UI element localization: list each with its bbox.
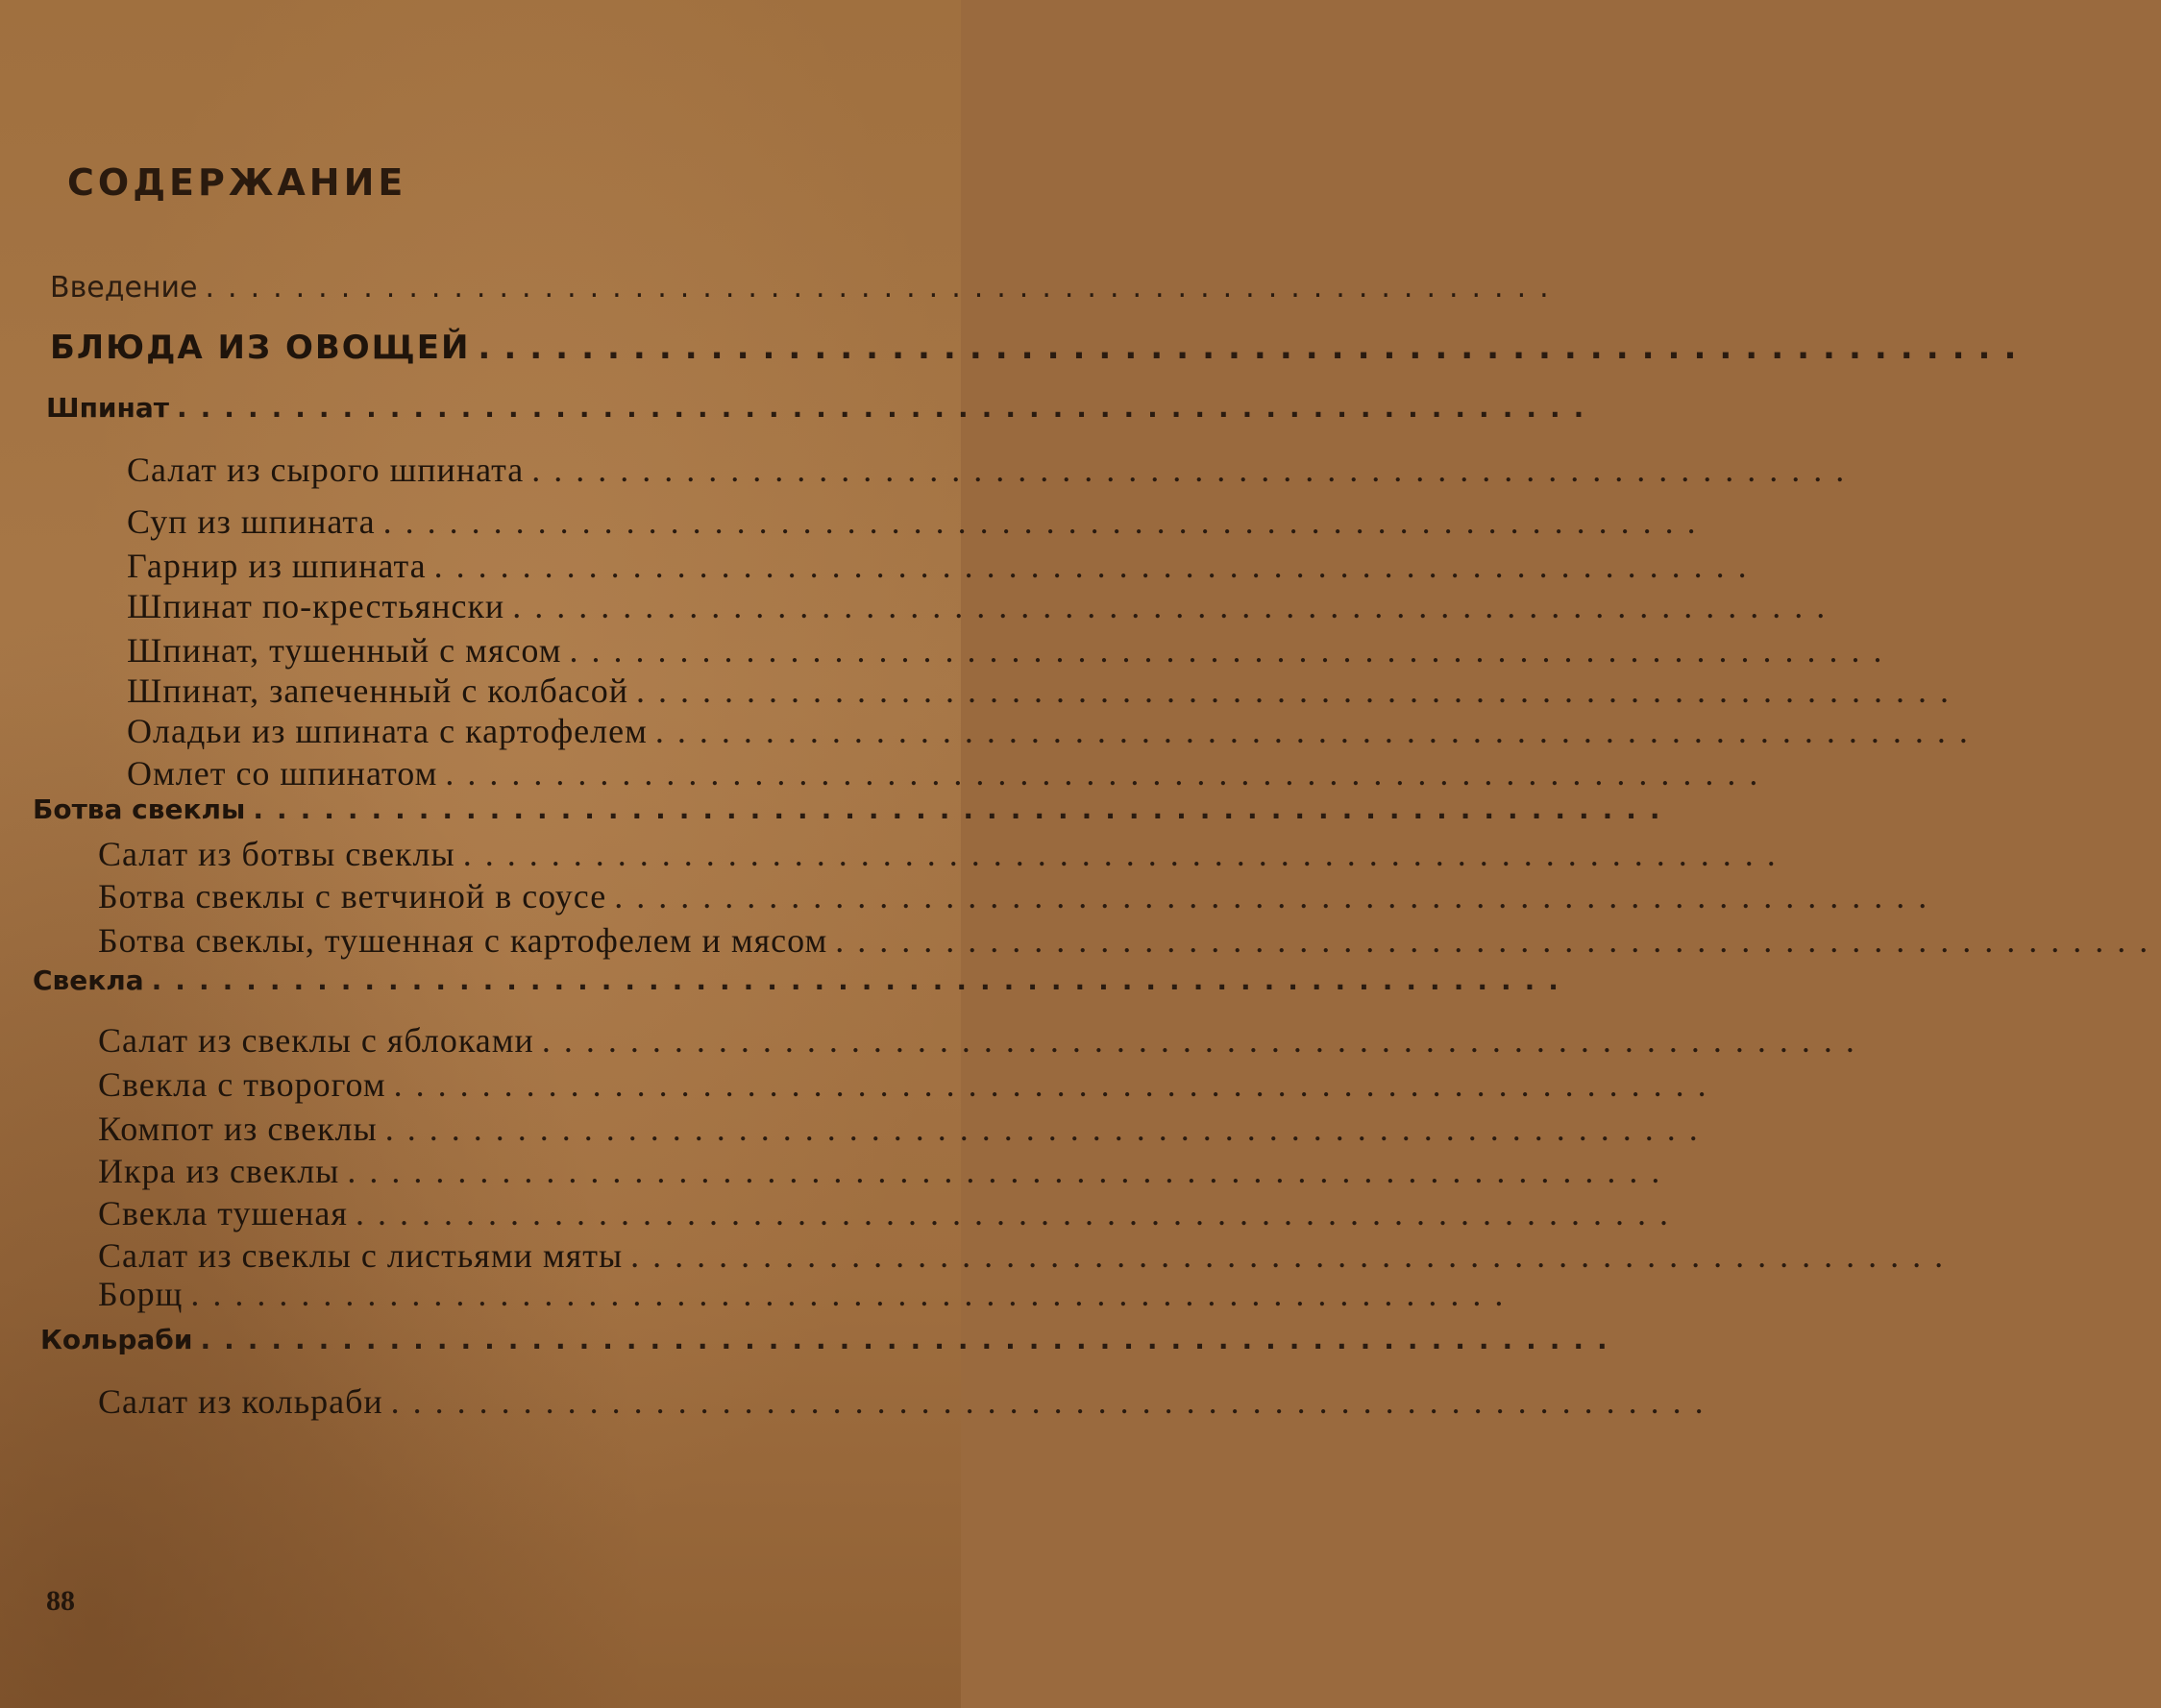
toc-entry-label: Салат из сырого шпината xyxy=(127,451,525,489)
page-number: 88 xyxy=(46,1585,75,1617)
toc-entry xyxy=(50,271,1562,321)
dot-leader: ............................................................ xyxy=(151,964,1572,996)
dot-leader: ............................................................ xyxy=(445,754,1772,793)
toc-entry-label: Икра из свеклы xyxy=(98,1152,340,1190)
toc-entry-label: Гарнир из шпината xyxy=(127,547,427,585)
toc-entry-label: Свекла тушеная xyxy=(98,1194,348,1232)
toc-entry-label: Салат из свеклы с листьями мяты xyxy=(98,1236,624,1275)
dot-leader: ............................................................ xyxy=(205,271,1562,305)
toc-entry xyxy=(98,1064,1720,1114)
toc-entry-label: Свекла с творогом xyxy=(98,1065,386,1104)
dot-leader: ............................................................ xyxy=(190,1275,1517,1313)
dot-leader: ............................................................ xyxy=(512,587,1839,625)
toc-entry xyxy=(127,501,1709,551)
toc-entry xyxy=(98,1274,1517,1324)
toc-entry-label: Салат из кольраби xyxy=(98,1382,383,1421)
toc-entry-label: Компот из свеклы xyxy=(98,1110,378,1148)
dot-leader: ............................................................ xyxy=(478,329,2030,367)
dot-leader: ............................................................ xyxy=(654,712,1981,750)
toc-entry-label: Суп из шпината xyxy=(127,502,376,541)
toc-entry xyxy=(98,920,2161,970)
dot-leader: ............................................................ xyxy=(614,877,1941,915)
toc-entry xyxy=(40,1324,1621,1374)
page-title: СОДЕРЖАНИЕ xyxy=(67,161,407,204)
toc-entry-label: Ботва свеклы, тушенная с картофелем и мясом xyxy=(98,921,828,960)
toc-entry xyxy=(98,1020,1868,1070)
toc-entry-label: Шпинат по-крестьянски xyxy=(127,587,505,625)
toc-entry-label: Оладьи из шпината с картофелем xyxy=(127,712,648,750)
toc-entry-label: Шпинат, запеченный с колбасой xyxy=(127,671,628,710)
dot-leader: ............................................................ xyxy=(200,1324,1621,1355)
dot-leader: ............................................................ xyxy=(253,793,1674,825)
toc-entry-label: Кольраби xyxy=(40,1324,193,1355)
dot-leader: ............................................................ xyxy=(347,1152,1674,1190)
toc-entry xyxy=(127,586,1839,636)
dot-leader: ............................................................ xyxy=(355,1194,1682,1232)
dot-leader: ............................................................ xyxy=(390,1382,1717,1421)
toc-entry xyxy=(50,329,2030,378)
toc-entry xyxy=(127,450,1858,500)
dot-leader: ............................................................ xyxy=(433,547,1760,585)
toc-entry-label: Введение xyxy=(50,271,198,305)
toc-entry-label: Шпинат xyxy=(46,392,170,424)
toc-entry xyxy=(98,1381,1717,1431)
dot-leader: ............................................................ xyxy=(630,1236,1957,1275)
dot-leader: ............................................................ xyxy=(384,1110,1711,1148)
dot-leader: ............................................................ xyxy=(462,835,1789,873)
dot-leader: ............................................................ xyxy=(636,671,1962,710)
toc-entry xyxy=(46,392,1598,442)
dot-leader: ............................................................ xyxy=(569,631,1896,670)
toc-entry-label: Борщ xyxy=(98,1275,184,1313)
toc-entry-label: Шпинат, тушенный с мясом xyxy=(127,631,562,670)
toc-entry-label: Ботва свеклы xyxy=(33,793,246,825)
dot-leader: ............................................................ xyxy=(531,451,1858,489)
dot-leader: ............................................................ xyxy=(382,502,1709,541)
toc-entry-label: Салат из свеклы с яблоками xyxy=(98,1021,534,1060)
toc-entry-label: Ботва свеклы с ветчиной в соусе xyxy=(98,877,607,915)
dot-leader: ............................................................ xyxy=(835,921,2161,960)
toc-entry-label: Салат из ботвы свеклы xyxy=(98,835,455,873)
toc-entry xyxy=(33,964,1572,1014)
dot-leader: ............................................................ xyxy=(541,1021,1868,1060)
dot-leader: ............................................................ xyxy=(177,392,1598,424)
toc-entry-label: Свекла xyxy=(33,964,144,996)
dot-leader: ............................................................ xyxy=(393,1065,1720,1104)
toc-entry xyxy=(98,876,1941,926)
toc-entry-label: БЛЮДА ИЗ ОВОЩЕЙ xyxy=(50,329,471,367)
toc-entry-label: Омлет со шпинатом xyxy=(127,754,438,793)
